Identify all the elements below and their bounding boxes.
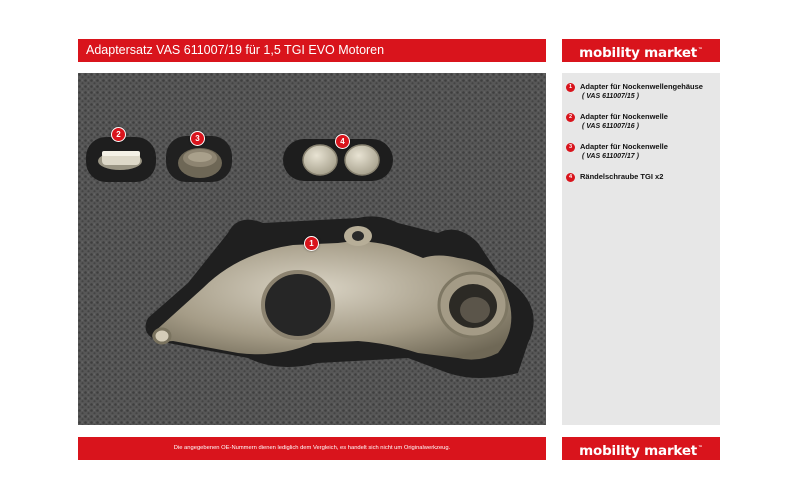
- legend-part-number: ( VAS 611007/17 ): [582, 153, 639, 160]
- page-title: Adaptersatz VAS 611007/19 für 1,5 TGI EVO Motoren: [78, 39, 546, 62]
- product-photo: [78, 73, 546, 425]
- brand-trademark: ™: [698, 445, 703, 451]
- legend-part-number: ( VAS 611007/16 ): [582, 123, 639, 130]
- legend-item-4: [566, 172, 718, 182]
- brand-logo-bottom: [562, 437, 720, 460]
- marker-1: 1: [304, 236, 319, 251]
- legend-number: 2: [566, 113, 575, 122]
- adapter-camshaft-2: [98, 151, 142, 170]
- legend-item-3: [566, 142, 718, 162]
- legend-title: Adapter für Nockenwelle: [580, 142, 668, 151]
- brand-name: mobility market: [579, 45, 698, 61]
- legend-number: 1: [566, 83, 575, 92]
- legend-part-number: ( VAS 611007/15 ): [582, 93, 639, 100]
- marker-3: 3: [190, 131, 205, 146]
- brand-logo-top: [562, 39, 720, 62]
- marker-4: 4: [335, 134, 350, 149]
- legend-number: 3: [566, 143, 575, 152]
- adapter-camshaft-3: [178, 148, 222, 178]
- legend-title: Adapter für Nockenwellengehäuse: [580, 82, 703, 91]
- legend-item-1: [566, 82, 718, 102]
- legend-title: Rändelschraube TGI x2: [580, 172, 664, 181]
- legend-panel: [562, 73, 720, 425]
- brand-name: mobility market: [579, 443, 698, 459]
- legend-number: 4: [566, 173, 575, 182]
- brand-trademark: ™: [698, 47, 703, 53]
- legend-item-2: [566, 112, 718, 132]
- legend-title: Adapter für Nockenwelle: [580, 112, 668, 121]
- footer-disclaimer: Die angegebenen OE-Nummern dienen lediglich dem Vergleich, es handelt sich nicht um Originalwerkzeug.: [78, 437, 546, 460]
- marker-2: 2: [111, 127, 126, 142]
